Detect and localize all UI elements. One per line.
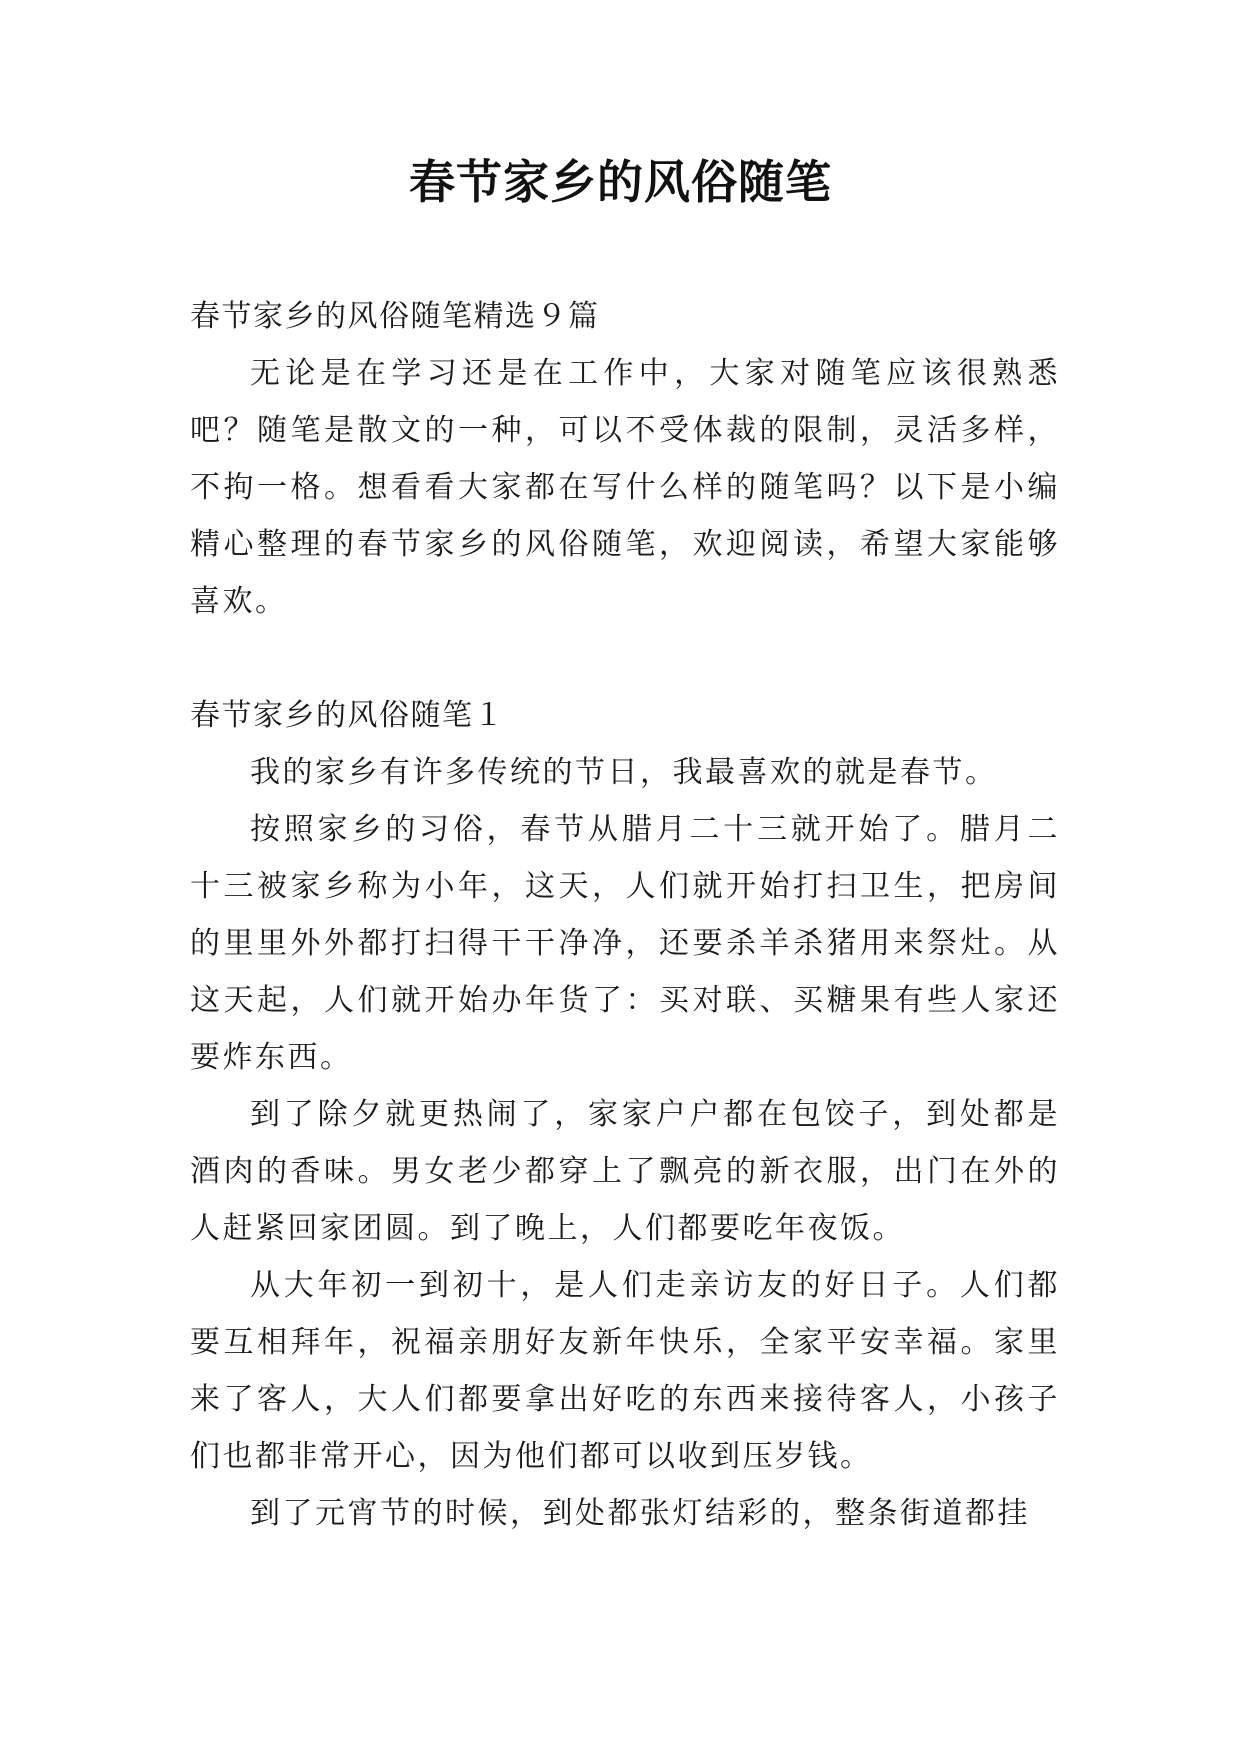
body-paragraph: 从大年初一到初十，是人们走亲访友的好日子。人们都要互相拜年，祝福亲朋好友新年快乐，全家平安幸福。家里来了客人，大人们都要拿出好吃的东西来接待客人，小孩子们也都非常开心，因为他们都可以收到压岁钱。 [190, 1268, 1060, 1474]
document-body [190, 288, 1060, 1542]
section-heading: 春节家乡的风俗随笔１ [190, 698, 505, 733]
body-paragraph: 我的家乡有许多传统的节日，我最喜欢的就是春节。 [250, 755, 998, 790]
section-spacer [190, 630, 1060, 687]
page-title: 春节家乡的风俗随笔 [409, 155, 832, 209]
body-paragraph: 按照家乡的习俗，春节从腊月二十三就开始了。腊月二十三被家乡称为小年，这天，人们就开始打扫卫生，把房间的里里外外都打扫得干干净净，还要杀羊杀猪用来祭灶。从这天起，人们就开始办年货了：买对联、买糖果有些人家还要炸东西。 [190, 812, 1060, 1075]
body-paragraph: 到了元宵节的时候，到处都张灯结彩的，整条街道都挂 [250, 1496, 1030, 1531]
body-paragraph: 到了除夕就更热闹了，家家户户都在包饺子，到处都是酒肉的香味。男女老少都穿上了飘亮的新衣服，出门在外的人赶紧回家团圆。到了晚上，人们都要吃年夜饭。 [190, 1097, 1060, 1246]
intro-paragraph: 无论是在学习还是在工作中，大家对随笔应该很熟悉吧？随笔是散文的一种，可以不受体裁的限制，灵活多样，不拘一格。想看看大家都在写什么样的随笔吗？以下是小编精心整理的春节家乡的风俗随笔，欢迎阅读，希望大家能够喜欢。 [190, 356, 1060, 619]
collection-subtitle: 春节家乡的风俗随笔精选９篇 [190, 299, 600, 334]
